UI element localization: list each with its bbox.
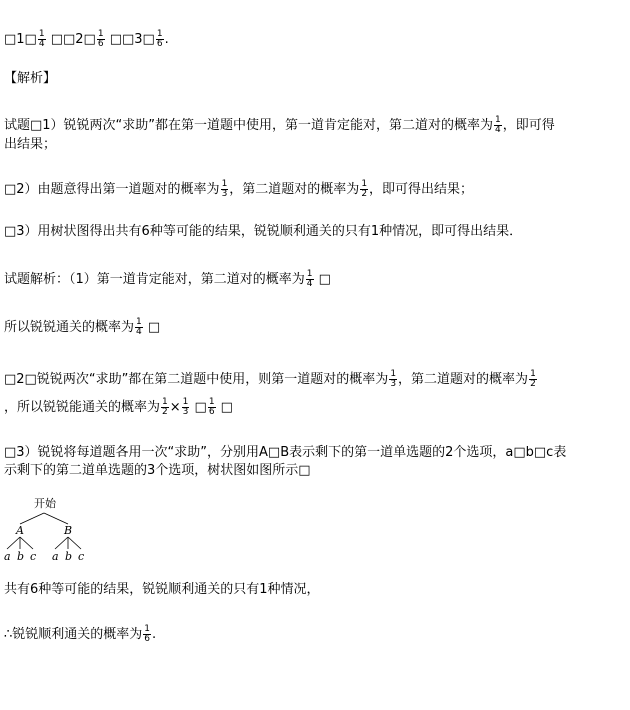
fraction: $\frac{1}{6}$ [208, 397, 215, 417]
solution-line-2: 所以锐锐通关的概率为 $\frac{1}{4}$ □ [4, 317, 161, 337]
tree-root-label: 开始 [34, 497, 56, 510]
fraction: $\frac{1}{6}$ [97, 29, 104, 49]
fraction: $\frac{1}{6}$ [144, 624, 151, 644]
fraction: $\frac{1}{2}$ [162, 397, 168, 417]
analysis-line-1: 试题□1）锐锐两次“求助”都在第一道题中使用，第一道肯定能对，第二道对的概率为 $\frac{1}{4}$ ，即可得 [4, 115, 555, 135]
answer-part-1: □1□ [4, 32, 37, 47]
answer-part-4: . [164, 32, 169, 47]
fraction: $\frac{1}{3}$ [182, 397, 189, 417]
fraction: $\frac{1}{4}$ [136, 317, 142, 337]
tree-leaf: b [17, 550, 25, 563]
fraction: $\frac{1}{2}$ [361, 179, 368, 199]
solution-line-4: ，所以锐锐能通关的概率为 $\frac{1}{2}$ × $\frac{1}{3}$ □ $\frac{1}{6}$ □ [4, 397, 233, 417]
tree-diagram [2, 497, 92, 563]
solution-line-6: 示剩下的第二道单选题的3个选项，树状图如图所示□ [4, 463, 311, 478]
tree-leaf: a [4, 550, 11, 563]
fraction: $\frac{1}{3}$ [390, 369, 397, 389]
tree-leaf: c [30, 550, 37, 563]
section-title: 【解析】 [4, 71, 57, 86]
tree-leaf: a [52, 550, 59, 563]
solution-line-5: □3）锐锐将每道题各用一次“求助”，分别用A□B表示剩下的第一道单选题的2个选项，a□b□c表 [4, 445, 567, 460]
fraction: $\frac{1}{4}$ [495, 115, 501, 135]
tree-node-B: B [64, 524, 73, 537]
fraction: $\frac{1}{4}$ [306, 269, 313, 289]
analysis-line-4: □3）用树状图得出共有6种等可能的结果，锐锐顺利通关的只有1种情况，即可得出结果． [4, 224, 523, 239]
solution-line-3: □2□锐锐两次“求助”都在第二道题中使用，则第一道题对的概率为 $\frac{1}{3}$ ，第二道题对的概率为 $\frac{1}{2}$ [4, 369, 536, 389]
fraction: $\frac{1}{4}$ [38, 29, 45, 49]
fraction: $\frac{1}{3}$ [221, 179, 228, 199]
answer-part-2: □□2□ [46, 32, 96, 47]
solution-line-8: ∴锐锐顺利通关的概率为 $\frac{1}{6}$ . [4, 624, 157, 644]
answer-part-3: □□3□ [105, 32, 155, 47]
solution-line-7: 共有6种等可能的结果，锐锐顺利通关的只有1种情况， [4, 582, 320, 597]
fraction: $\frac{1}{2}$ [530, 369, 536, 389]
analysis-line-2: 出结果； [4, 137, 57, 152]
answer-line [4, 30, 169, 49]
fraction: $\frac{1}{6}$ [156, 29, 163, 49]
tree-node-A: A [16, 524, 24, 537]
tree-leaf: b [65, 550, 73, 563]
tree-leaf: c [78, 550, 85, 563]
solution-line-1: 试题解析：（1）第一道肯定能对，第二道对的概率为 $\frac{1}{4}$ □ [4, 269, 331, 289]
analysis-line-3: □2）由题意得出第一道题对的概率为 $\frac{1}{3}$ ，第二道题对的概率为 $\frac{1}{2}$ ，即可得出结果； [4, 179, 474, 199]
